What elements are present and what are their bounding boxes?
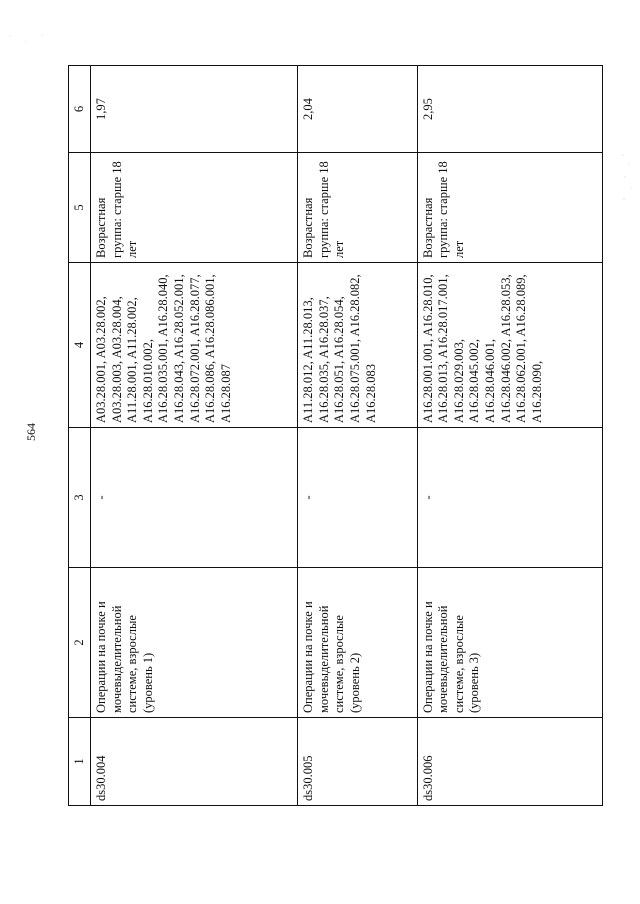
header-row (69, 66, 91, 806)
table-row (417, 66, 602, 806)
table-row (298, 66, 417, 806)
tariff-table-wrapper (68, 66, 603, 806)
row-codes: A11.28.012, A11.28.013, A16.28.035, A16.28.037, A16.28.051, A16.28.054, A16.28.075.001, A16.28.082, A16.28.083 (298, 263, 417, 428)
row-coefficient: 1,97 (91, 66, 298, 153)
row-name: Операции на почке и мочевыделительной системе, взрослые (уровень 3) (417, 568, 602, 718)
row-code: ds30.004 (91, 718, 298, 806)
row-name: Операции на почке и мочевыделительной системе, взрослые (уровень 1) (91, 568, 298, 718)
row-codes: A16.28.001.001, A16.28.010, A16.28.013, A16.28.017.001, A16.28.029.003, A16.28.045.002, A16.28.046.001, A16.28.046.002, A16.28.053, A16.28.062.001, A16.28.089, A16.28.090, (417, 263, 602, 428)
row-codes: A03.28.001, A03.28.002, A03.28.003, A03.28.004, A11.28.001, A11.28.002, A16.28.010.002, A16.28.035.001, A16.28.040, A16.28.043, A16.28.052.001, A16.28.072.001, A16.28.077, A16.28.086, A16.28.086.001, A16.28.087 (91, 263, 298, 428)
row-criteria: Возрастная группа: старше 18 лет (91, 153, 298, 263)
tariff-table (68, 65, 603, 806)
scan-speckle (620, 150, 634, 210)
row-coefficient: 2,95 (417, 66, 602, 153)
column-header-3: 3 (69, 428, 91, 568)
row-name: Операции на почке и мочевыделительной системе, взрослые (уровень 2) (298, 568, 417, 718)
page-number: 564 (24, 423, 38, 441)
column-header-5: 5 (69, 153, 91, 263)
row-col3: - (417, 428, 602, 568)
row-code: ds30.006 (417, 718, 602, 806)
column-header-2: 2 (69, 568, 91, 718)
row-col3: - (91, 428, 298, 568)
row-criteria: Возрастная группа: старше 18 лет (417, 153, 602, 263)
row-code: ds30.005 (298, 718, 417, 806)
row-criteria: Возрастная группа: старше 18 лет (298, 153, 417, 263)
column-header-6: 6 (69, 66, 91, 153)
column-header-4: 4 (69, 263, 91, 428)
table-row (91, 66, 298, 806)
scan-speckle (4, 30, 54, 50)
row-coefficient: 2,04 (298, 66, 417, 153)
column-header-1: 1 (69, 718, 91, 806)
row-col3: - (298, 428, 417, 568)
